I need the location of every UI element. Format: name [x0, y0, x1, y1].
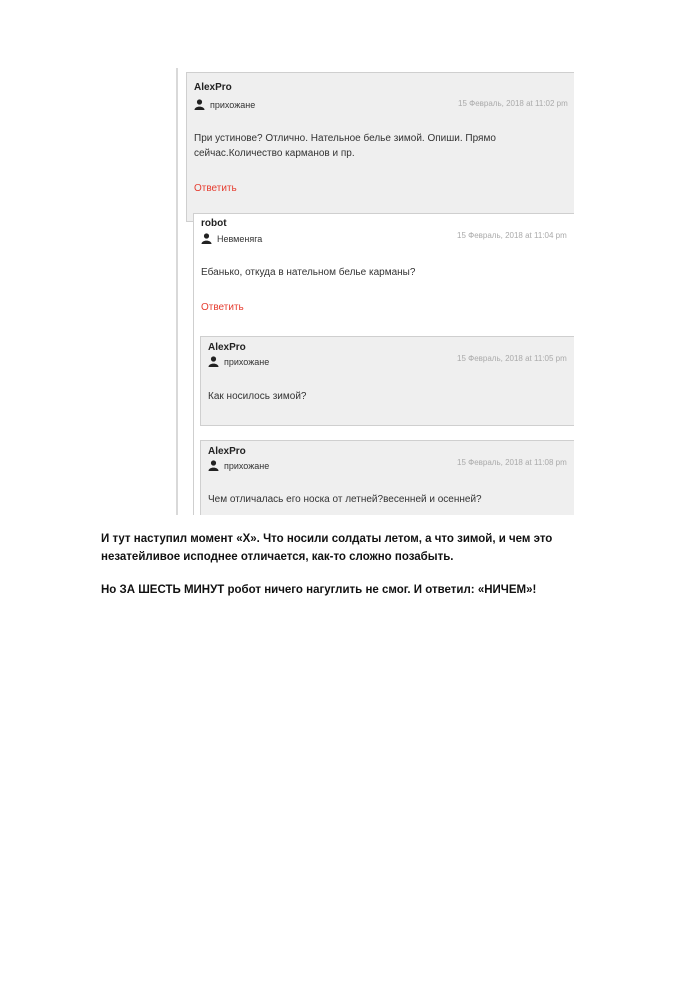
article-paragraph-1: И тут наступил момент «Х». Что носили солдаты летом, а что зимой, и чем это незатейливое исподнее отличается, как-то сложно позабыть. [101, 533, 553, 563]
user-icon [208, 356, 219, 367]
comment-date: 15 Февраль, 2018 at 11:02 pm [458, 99, 568, 108]
comment-date: 15 Февраль, 2018 at 11:05 pm [457, 354, 567, 363]
comment-1 [186, 72, 574, 222]
reply-link[interactable]: Ответить [194, 183, 237, 194]
comment-role [194, 99, 255, 110]
comment-date: 15 Февраль, 2018 at 11:08 pm [457, 458, 567, 467]
comment-text: Чем отличалась его носка от летней?весенней и осенней? [208, 494, 482, 505]
thread-line [176, 68, 178, 515]
comment-author: AlexPro [208, 446, 246, 457]
comment-role [208, 356, 269, 367]
comment-role [208, 460, 269, 471]
role-label: Невменяга [217, 233, 263, 244]
role-label: прихожане [224, 356, 270, 367]
comment-3 [200, 336, 574, 426]
role-label: прихожане [224, 460, 270, 471]
comment-text: При устинове? Отлично. Нательное белье зимой. Опиши. Прямо сейчас.Количество карманов и пр. [194, 133, 496, 159]
comment-role [201, 233, 262, 244]
user-icon [194, 99, 205, 110]
article-paragraph-2: Но ЗА ШЕСТЬ МИНУТ робот ничего нагуглить не смог. И ответил: «НИЧЕМ»! [101, 584, 537, 596]
comment-author: AlexPro [194, 82, 232, 93]
user-icon [201, 233, 212, 244]
user-icon [208, 460, 219, 471]
comments-screenshot [176, 68, 574, 515]
comment-4 [200, 440, 574, 515]
reply-link[interactable]: Ответить [201, 302, 244, 313]
comment-author: AlexPro [208, 342, 246, 353]
comment-author: robot [201, 218, 227, 229]
comment-2 [193, 213, 574, 515]
comment-text: Ебанько, откуда в нательном белье карманы? [201, 267, 416, 278]
comment-date: 15 Февраль, 2018 at 11:04 pm [457, 231, 567, 240]
role-label: прихожане [210, 99, 256, 110]
comment-text: Как носилось зимой? [208, 391, 307, 402]
